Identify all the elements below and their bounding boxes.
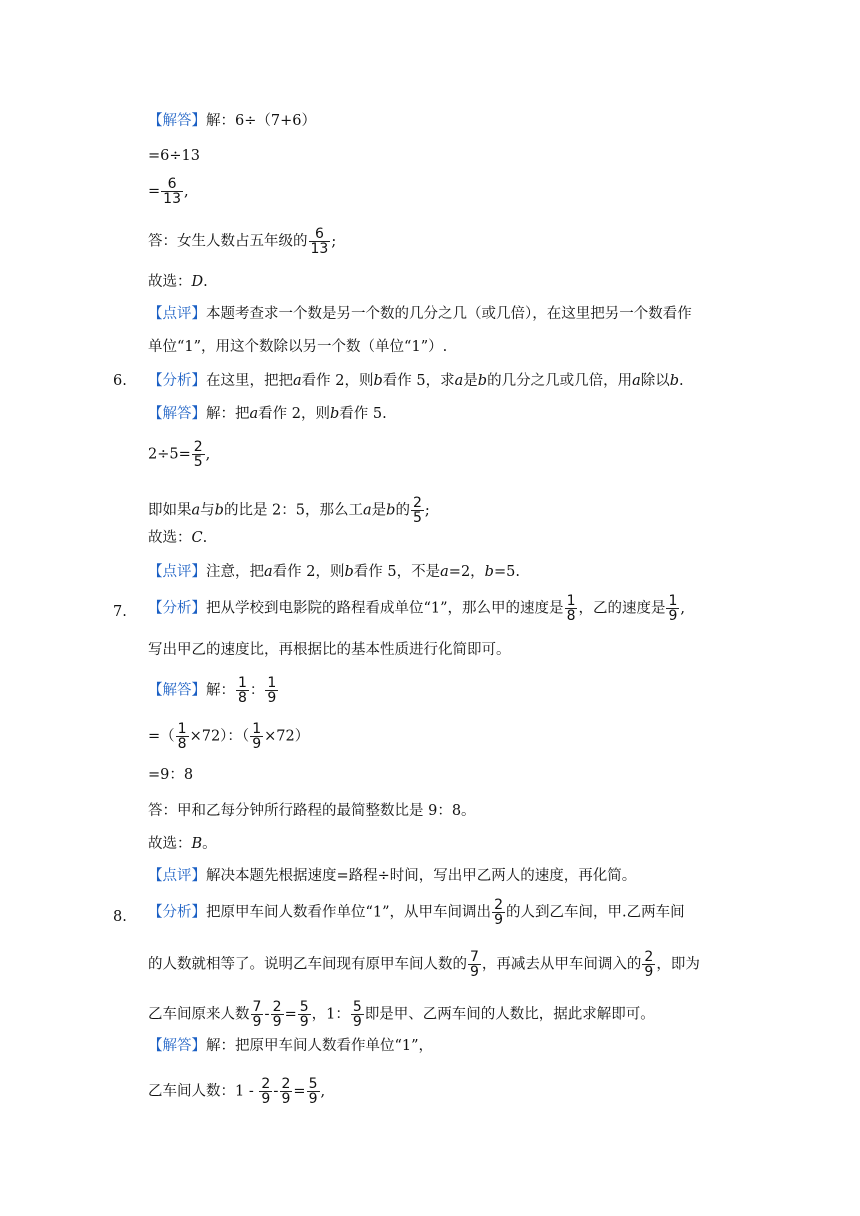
- denominator: 13: [310, 241, 329, 257]
- colon: ：: [249, 682, 265, 699]
- denominator: 9: [252, 1014, 262, 1030]
- var-b: b: [386, 502, 396, 519]
- fraction-1-8: [176, 722, 189, 751]
- fraction-5-9: [298, 1000, 311, 1029]
- choose-label: 故选：: [148, 274, 192, 290]
- period: .: [202, 530, 208, 546]
- equals-sign: =: [293, 1083, 306, 1100]
- text: 的人数就相等了。说明乙车间现有原甲车间人数的: [148, 956, 467, 973]
- period: 。: [202, 836, 217, 852]
- text: =（: [148, 728, 175, 745]
- fraction-2-9: [271, 1000, 284, 1029]
- fraction-2-9: [259, 1077, 272, 1106]
- jieda-tag: 【解答】: [148, 113, 206, 129]
- s5-eq1: =6÷13: [148, 148, 200, 164]
- fraction-2-5: [192, 440, 205, 469]
- s7-eq2: [148, 722, 309, 751]
- question-number: 7.: [113, 604, 127, 620]
- numerator: 6: [309, 227, 331, 242]
- text: ，乙的速度是: [578, 600, 666, 617]
- s6-choose: [148, 527, 207, 549]
- text: .: [679, 373, 684, 389]
- s6-answer: [148, 496, 430, 525]
- s6-fenxi: [148, 370, 684, 392]
- numerator: 6: [161, 177, 183, 192]
- text: 在这里，把把: [206, 373, 293, 389]
- text: =5.: [493, 564, 520, 580]
- var-b: b: [477, 373, 488, 389]
- comma: ,: [183, 183, 189, 200]
- text: 即是甲、乙两车间的人数比，据此求解即可。: [364, 1006, 655, 1023]
- s7-jieda: [148, 676, 279, 705]
- denominator: 9: [281, 1091, 291, 1107]
- numerator: 7: [470, 949, 479, 965]
- text: 看作 2，则: [301, 373, 374, 389]
- text: 即如果: [148, 502, 192, 519]
- var-a: a: [264, 564, 273, 580]
- var-b: b: [669, 373, 680, 389]
- choose-label: 故选：: [148, 836, 192, 852]
- text: ×72）: [264, 728, 310, 745]
- denominator: 9: [261, 1091, 271, 1107]
- fenxi-tag: 【分析】: [148, 373, 206, 389]
- s5-choose: [148, 271, 208, 293]
- text: 把从学校到电影院的路程看成单位“1”，那么甲的速度是: [206, 600, 564, 617]
- denominator: 9: [272, 1014, 282, 1030]
- fraction-2-9: [280, 1077, 293, 1106]
- fraction-6-13: [161, 177, 183, 206]
- s5-dianping-line2: 单位“1”，用这个数除以另一个数（单位“1”）.: [148, 339, 448, 355]
- var-a: a: [440, 564, 449, 580]
- text: ，再减去从甲车间调入的: [481, 956, 642, 973]
- s7-dianping: [148, 865, 636, 887]
- var-b: b: [484, 564, 494, 580]
- text: ，即为: [656, 956, 700, 973]
- denominator: 9: [267, 690, 277, 706]
- text: 乙车间人数：1 -: [148, 1083, 254, 1100]
- fraction-2-9: [642, 950, 655, 979]
- semicolon: ;: [331, 233, 337, 250]
- numerator: 2: [644, 949, 654, 965]
- denominator: 8: [566, 608, 576, 624]
- text: 看作 5.: [339, 406, 387, 422]
- fraction-6-13: [309, 227, 331, 256]
- text: 解决本题先根据速度=路程÷时间，写出甲乙两人的速度，再化简。: [206, 868, 637, 884]
- equals-sign: =: [284, 1006, 297, 1023]
- text: 是: [463, 373, 478, 389]
- minus-sign: -: [264, 1006, 270, 1023]
- choice-letter: C: [191, 530, 203, 546]
- s5-dianping-line1: [148, 303, 692, 325]
- jieda-tag: 【解答】: [148, 682, 206, 699]
- text: 除以: [640, 373, 670, 389]
- text: 的比是 2：5，那么工: [223, 502, 364, 519]
- choose-label: 故选：: [148, 530, 192, 546]
- s8-fenxi-line1: [148, 898, 685, 927]
- fenxi-tag: 【分析】: [148, 904, 206, 921]
- denominator: 8: [238, 690, 247, 706]
- question-number: 8.: [113, 909, 127, 925]
- text: 乙车间原来人数: [148, 1006, 250, 1023]
- text: 的人到乙车间，甲.乙两车间: [505, 904, 685, 921]
- text: 与: [200, 502, 215, 519]
- s6-dianping: [148, 561, 520, 583]
- dianping-tag: 【点评】: [148, 868, 206, 884]
- minus-sign: -: [273, 1083, 279, 1100]
- var-a: a: [454, 373, 464, 389]
- numerator: 5: [352, 999, 362, 1015]
- s5-answer: [148, 227, 336, 256]
- numerator: 1: [177, 721, 187, 737]
- denominator: 9: [299, 1014, 309, 1030]
- denominator: 5: [193, 454, 203, 470]
- jieda-tag: 【解答】: [148, 406, 206, 422]
- numerator: 2: [193, 439, 203, 455]
- var-a: a: [363, 502, 372, 519]
- answer-text: 答：女生人数占五年级的: [148, 233, 308, 250]
- s7-fenxi-line1: [148, 594, 685, 623]
- jieda-tag: 【解答】: [148, 1038, 206, 1054]
- period: .: [203, 274, 208, 290]
- numerator: 1: [267, 675, 277, 691]
- var-a: a: [293, 373, 302, 389]
- text: 注意，把: [206, 564, 264, 580]
- choice-letter: B: [191, 836, 203, 852]
- fraction-1-9: [265, 676, 278, 705]
- s8-jieda: [148, 1035, 433, 1057]
- var-b: b: [344, 564, 354, 580]
- fraction-1-8: [236, 676, 249, 705]
- text: 看作 5，求: [382, 373, 455, 389]
- fraction-1-9: [250, 722, 263, 751]
- denominator: 5: [412, 510, 422, 526]
- dianping-text: 本题考查求一个数是另一个数的几分之几（或几倍），在这里把另一个数看作: [206, 306, 692, 322]
- var-a: a: [632, 373, 641, 389]
- numerator: 1: [252, 721, 262, 737]
- eq-sign: =: [148, 183, 161, 200]
- s8-fenxi-line3: [148, 1000, 655, 1029]
- fraction-2-9: [492, 898, 505, 927]
- comma: ,: [680, 600, 686, 617]
- fraction-1-9: [666, 594, 679, 623]
- text: 看作 2，则: [258, 406, 330, 422]
- numerator: 2: [494, 897, 503, 913]
- var-b: b: [330, 406, 340, 422]
- fraction-2-5: [411, 496, 424, 525]
- denominator: 13: [163, 191, 181, 207]
- text: 的: [395, 502, 410, 519]
- s5-jieda-line: [148, 110, 316, 132]
- text: 把原甲车间人数看作单位“1”，从甲车间调出: [206, 904, 492, 921]
- numerator: 2: [261, 1076, 271, 1092]
- fraction-1-8: [565, 594, 578, 623]
- fraction-5-9: [307, 1077, 320, 1106]
- fraction-7-9: [251, 1000, 264, 1029]
- dianping-tag: 【点评】: [148, 564, 206, 580]
- text: 的几分之几或几倍，用: [487, 373, 633, 389]
- numerator: 2: [272, 999, 282, 1015]
- var-a: a: [191, 502, 201, 519]
- s7-answer: 答：甲和乙每分钟所行路程的最简整数比是 9：8。: [148, 803, 476, 819]
- numerator: 5: [308, 1076, 318, 1092]
- denominator: 9: [252, 736, 262, 752]
- var-a: a: [249, 406, 259, 422]
- numerator: 1: [566, 593, 576, 609]
- var-b: b: [373, 373, 383, 389]
- denominator: 9: [470, 964, 479, 980]
- numerator: 2: [281, 1076, 291, 1092]
- numerator: 7: [252, 999, 262, 1015]
- comma: ,: [205, 446, 211, 463]
- s8-fenxi-line2: [148, 950, 700, 979]
- text: 看作 5，不是: [353, 564, 441, 580]
- s7-choose: [148, 833, 217, 855]
- denominator: 9: [668, 608, 678, 624]
- s5-jieda-text: 解：6÷（7+6）: [206, 113, 316, 129]
- denominator: 8: [177, 736, 187, 752]
- equation-text: 2÷5=: [148, 446, 191, 463]
- var-b: b: [214, 502, 224, 519]
- denominator: 9: [494, 912, 503, 928]
- question-number: 6.: [113, 373, 127, 389]
- text: ×72）：（: [189, 728, 250, 745]
- s6-jieda: [148, 403, 387, 425]
- text: 看作 2，则: [272, 564, 345, 580]
- numerator: 1: [238, 675, 247, 691]
- s6-eq: [148, 440, 210, 469]
- semicolon: ;: [424, 502, 430, 519]
- comma: ,: [320, 1083, 326, 1100]
- fraction-7-9: [468, 950, 481, 979]
- s8-last-eq: [148, 1077, 325, 1106]
- text: 解：: [206, 682, 235, 699]
- dianping-tag: 【点评】: [148, 306, 206, 322]
- fraction-5-9: [351, 1000, 364, 1029]
- denominator: 9: [644, 964, 654, 980]
- s7-fenxi-line2: 写出甲乙的速度比，再根据比的基本性质进行化简即可。: [148, 642, 511, 658]
- denominator: 9: [352, 1014, 362, 1030]
- fenxi-tag: 【分析】: [148, 600, 206, 617]
- text: 是: [371, 502, 387, 519]
- s7-eq3: =9：8: [148, 767, 194, 783]
- numerator: 2: [412, 495, 422, 511]
- text: ，1：: [311, 1006, 350, 1023]
- text: 解：把: [206, 406, 250, 422]
- choice-letter: D: [191, 274, 204, 290]
- text: 解：把原甲车间人数看作单位“1”，: [206, 1038, 434, 1054]
- numerator: 1: [668, 593, 678, 609]
- numerator: 5: [299, 999, 309, 1015]
- denominator: 9: [308, 1091, 318, 1107]
- s5-eq2: [148, 177, 189, 206]
- text: =2，: [448, 564, 485, 580]
